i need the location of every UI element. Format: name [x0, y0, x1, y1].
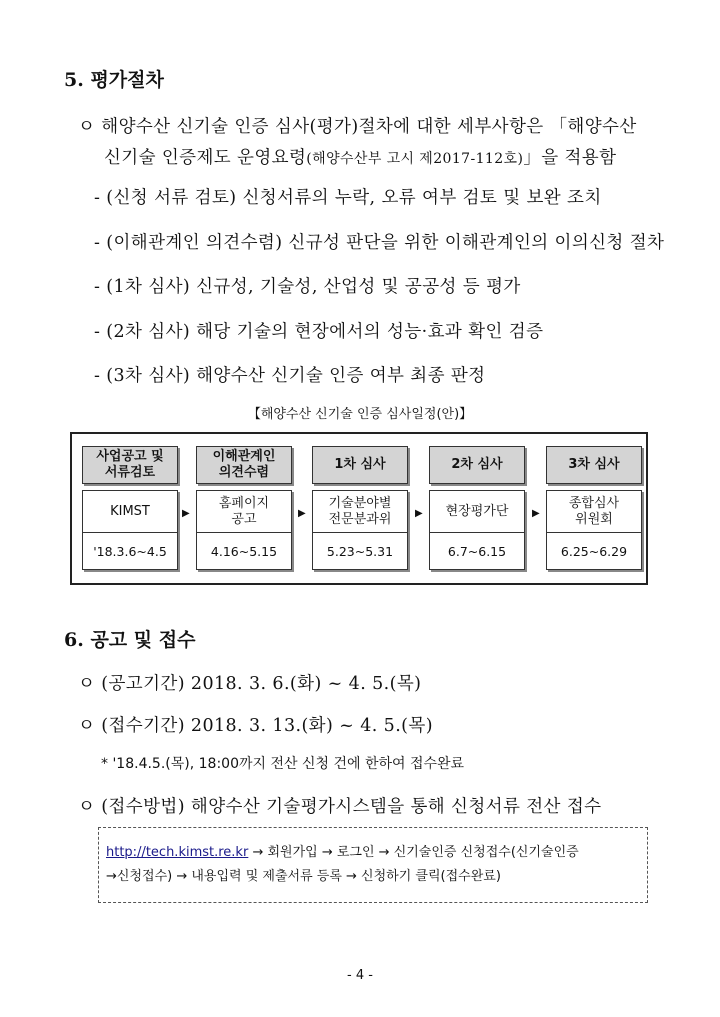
schedule-step	[82, 446, 178, 570]
step-body	[429, 490, 525, 570]
step-period: '18.3.6~4.5	[93, 543, 167, 559]
system-link[interactable]: http://tech.kimst.re.kr	[106, 845, 249, 860]
step-body	[196, 490, 292, 570]
application-method: ㅇ (접수방법) 해양수산 기술평가시스템을 통해 신청서류 전산 접수	[78, 797, 602, 817]
application-period: ㅇ (접수기간) 2018. 3. 13.(화) ~ 4. 5.(목)	[78, 716, 433, 736]
step-body	[82, 490, 178, 570]
step-period: 6.25~6.29	[560, 543, 628, 559]
step-agency: 현장평가단	[430, 491, 524, 533]
procedure-item: - (3차 심사) 해양수산 신기술 인증 여부 최종 판정	[94, 366, 486, 386]
process-line-1	[106, 841, 647, 865]
step-header: 3차 심사	[546, 446, 642, 484]
schedule-step	[546, 446, 642, 570]
arrow-right-icon: ▶	[532, 508, 540, 519]
schedule-step	[429, 446, 525, 570]
step-agency: 종합심사 위원회	[547, 491, 641, 533]
schedule-box	[70, 432, 648, 585]
section-5-heading: 5. 평가절차	[64, 69, 164, 91]
process-line-2: →신청접수) → 내용입력 및 제출서류 등록 → 신청하기 클릭(접수완료)	[106, 869, 501, 884]
procedure-item: - (신청 서류 검토) 신청서류의 누락, 오류 여부 검토 및 보완 조치	[94, 188, 602, 208]
intro-text-a: 신기술 인증제도 운영요령	[104, 148, 307, 168]
arrow-right-icon: ▶	[182, 508, 190, 519]
step-agency: 기술분야별 전문분과위	[313, 491, 407, 533]
notice-period: ㅇ (공고기간) 2018. 3. 6.(화) ~ 4. 5.(목)	[78, 674, 422, 694]
process-steps-1: → 회원가입 → 로그인 → 신기술인증 신청접수(신기술인증	[248, 845, 579, 860]
step-period: 5.23~5.31	[326, 543, 394, 559]
step-period: 6.7~6.15	[447, 543, 507, 559]
step-header: 이해관계인 의견수렴	[196, 446, 292, 484]
application-process-box	[98, 827, 648, 903]
schedule-step	[312, 446, 408, 570]
procedure-item: - (이해관계인 의견수렴) 신규성 판단을 위한 이해관계인의 이의신청 절차	[94, 233, 665, 253]
section-6-heading: 6. 공고 및 접수	[64, 629, 196, 651]
step-header: 2차 심사	[429, 446, 525, 484]
step-body	[546, 490, 642, 570]
intro-text-b: (해양수산부 고시 제2017-112호)	[306, 151, 524, 167]
intro-text-c: 」을 적용함	[523, 148, 617, 168]
step-period: 4.16~5.15	[210, 543, 278, 559]
step-header: 사업공고 및 서류검토	[82, 446, 178, 484]
section-5-intro-line2	[104, 144, 616, 169]
schedule-title: 【해양수산 신기술 인증 심사일정(안)】	[247, 407, 473, 422]
procedure-item: - (2차 심사) 해당 기술의 현장에서의 성능·효과 확인 검증	[94, 322, 544, 342]
step-agency: KIMST	[83, 491, 177, 533]
section-5-intro-line1: ㅇ 해양수산 신기술 인증 심사(평가)절차에 대한 세부사항은 「해양수산	[78, 117, 637, 137]
arrow-right-icon: ▶	[298, 508, 306, 519]
step-agency: 홈페이지 공고	[197, 491, 291, 533]
step-body	[312, 490, 408, 570]
step-header: 1차 심사	[312, 446, 408, 484]
deadline-note: * '18.4.5.(목), 18:00까지 전산 신청 건에 한하여 접수완료	[101, 756, 465, 772]
schedule-step	[196, 446, 292, 570]
page-number: - 4 -	[347, 968, 373, 983]
procedure-item: - (1차 심사) 신규성, 기술성, 산업성 및 공공성 등 평가	[94, 277, 521, 297]
arrow-right-icon: ▶	[415, 508, 423, 519]
